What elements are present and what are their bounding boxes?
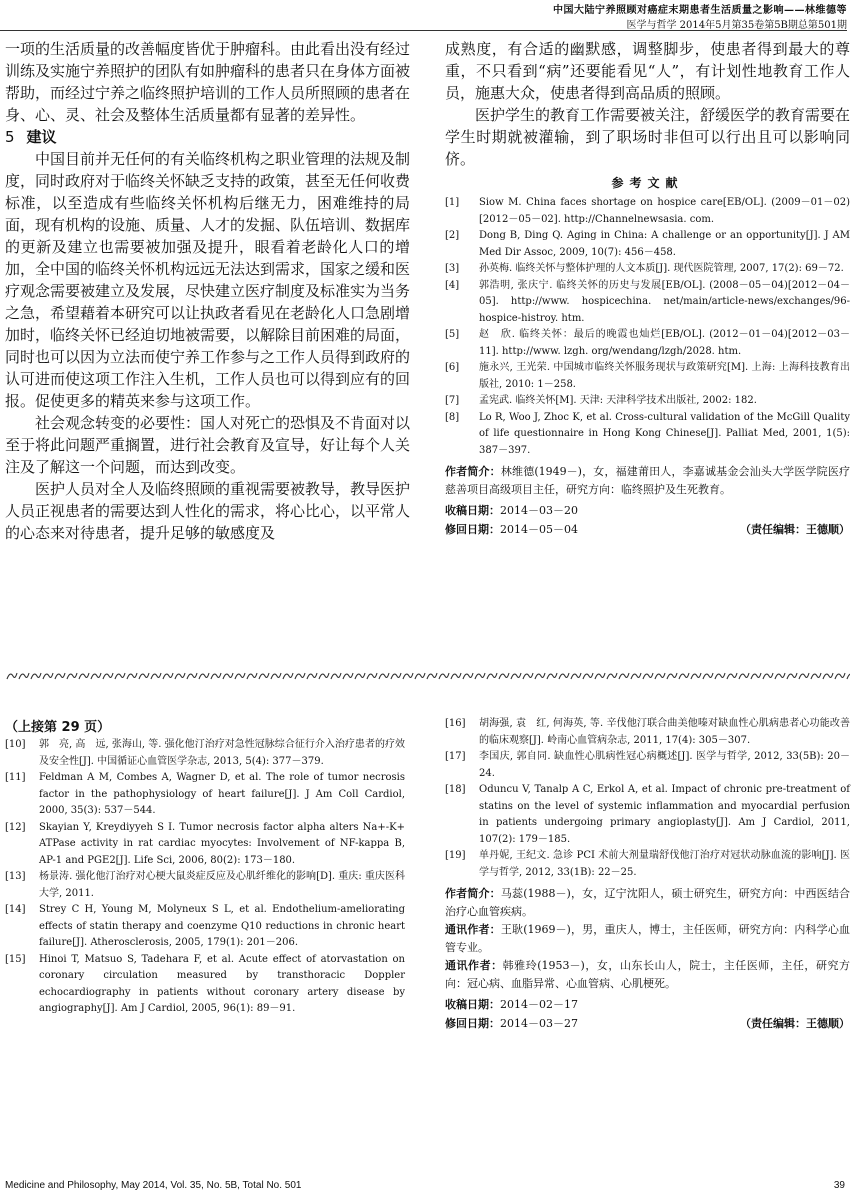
reference-item [445,327,850,360]
bio-text: 韩雅玲(1953－)，女，山东长山人，院士，主任医师，主任，研究方向：冠心病、血脂异常、心血管病、心肌梗死。 [445,959,851,990]
bottom-right-column [445,716,850,1033]
reference-item [445,195,850,228]
received-date [445,501,850,520]
divider-ornament [823,673,833,679]
divider-ornament [103,673,113,679]
divider-ornament [355,673,365,679]
reference-number: [19] [445,850,466,861]
reference-text: 孟宪武. 临终关怀[M]. 天津: 天津科学技术出版社, 2002: 182. [479,395,757,406]
divider-ornament [271,673,281,679]
bottom-received-date [445,995,850,1014]
reference-item [5,952,405,1018]
divider-ornament [523,673,533,679]
reference-item [445,393,850,410]
divider-ornament [391,673,401,679]
body-paragraph: 社会观念转变的必要性：国人对死亡的恐惧及不肯面对以至于将此问题严重搁置，进行社会教育及宣导，好让每个人关注及了解这一个问题，而达到改变。 [5,414,411,476]
divider-ornament [463,673,473,679]
reference-text: 郭 亮, 高 远, 张海山, 等. 强化他汀治疗对急性冠脉综合征行介入治疗患者的疗效及安全性[J]. 中国循证心血管医学杂志, 2013, 5(4): 377－379. [39,739,405,767]
ornamental-divider [5,669,850,683]
divider-ornament [835,673,845,679]
reference-text: Siow M. China faces shortage on hospice care[EB/OL]. (2009－01－02)[2012－05－02]. http://Channelnewsasia. com. [479,197,850,225]
body-paragraph: 成熟度，有合适的幽默感，调整脚步，使患者得到最大的尊重，不只看到“病”还要能看见“人”，有计划性地教育工作人员，施惠大众，使患者得到高品质的照顾。 [445,40,850,102]
reference-item [445,228,850,261]
divider-ornament [331,673,341,679]
divider-ornament [631,673,641,679]
reference-text: 李国庆, 郭自同. 缺血性心肌病性冠心病概述[J]. 医学与哲学, 2012, 33(5B): 20－24. [479,751,850,779]
divider-ornament [847,673,850,679]
divider-ornament [607,673,617,679]
divider-ornament [703,673,713,679]
reference-number: [3] [445,263,460,274]
bottom-author-bio [445,921,850,957]
reference-number: [13] [5,871,26,882]
reference-item [5,770,405,820]
reference-text: 单丹妮, 王纪文. 急诊 PCI 术前大剂量瑞舒伐他汀治疗对冠状动脉血流的影响[J]. 医学与哲学, 2012, 33(1B): 22－25. [479,850,850,878]
author-bio-text: 林维德(1949－)，女，福建莆田人，李嘉诚基金会汕头大学医学院医疗慈善项目高级项目主任，研究方向：临终照护及生死教育。 [445,465,851,496]
divider-ornament [535,673,545,679]
divider-ornament [499,673,509,679]
running-head-title: 中国大陆宁养照顾对癌症末期患者生活质量之影响——林维德等 [553,5,847,16]
divider-ornament [151,673,161,679]
right-column [445,38,850,539]
reference-item [5,820,405,870]
divider-ornament [379,673,389,679]
reference-item [5,902,405,952]
bottom-left-column [5,716,405,1018]
reference-number: [7] [445,395,460,406]
reference-text: Strey C H, Young M, Molyneux S L, et al. Endothelium-ameliorating effects of statin therapy and coenzyme Q10 reductions in chronic heart failure[J]. Atherosclerosis, 2005, 179(1): 201－206. [39,904,405,948]
divider-ornament [715,673,725,679]
divider-ornament [799,673,809,679]
revised-date-row [445,520,850,539]
divider-ornament [547,673,557,679]
bottom-editor-credit: （责任编辑：王德顺） [740,1017,850,1030]
divider-ornament [787,673,797,679]
divider-ornament [199,673,209,679]
reference-text: 胡海强, 袁 红, 何海英, 等. 辛伐他汀联合曲美他嗪对缺血性心肌病患者心功能改善的临床观察[J]. 岭南心血管病杂志, 2011, 17(4): 305－307. [479,718,850,746]
section-heading [5,126,410,148]
divider-ornament [403,673,413,679]
divider-ornament [139,673,149,679]
page-number: 39 [833,1180,845,1191]
reference-number: [1] [445,197,460,208]
reference-item [445,782,850,848]
bio-text: 马蕊(1988－)，女，辽宁沈阳人，硕士研究生，研究方向：中西医结合治疗心血管疾病。 [445,887,851,918]
header-rule [0,30,847,31]
divider-ornament [775,673,785,679]
divider-ornament [163,673,173,679]
revised-label: 修回日期： [445,523,500,536]
divider-ornament [667,673,677,679]
divider-ornament [415,673,425,679]
bio-text: 王耿(1969－)，男，重庆人，博士，主任医师，研究方向：内科学心血管专业。 [445,923,851,954]
divider-ornament [343,673,353,679]
divider-ornament [583,673,593,679]
divider-ornament [619,673,629,679]
left-column [5,38,410,544]
reference-text: Skayian Y, Kreydiyyeh S I. Tumor necrosis factor alpha alters Na+-K+ ATPase activity in rat cardiac myocytes: Involvement of NF-kappa B, AP-1 and PGE2[J]. Life Sci, 2006, 80(2): 173－180. [39,821,405,866]
reference-text: Oduncu V, Tanalp A C, Erkol A, et al. Impact of chronic pre-treatment of statins on the level of systemic inflammation and myocardial perfusion in patients undergoing primary angioplasty[J]. Am J Cardiol, 2011, 107(2): 179－185. [479,784,850,845]
intro-paragraph: 一项的生活质量的改善幅度皆优于肿瘤科。由此看出没有经过训练及实施宁养照护的团队有如肿瘤科的患者只在身体方面被帮助，而经过宁养之临终照护培训的工作人员所照顾的患者在身、心、灵、社会及整体生活质量都有显著的差异性。 [5,40,411,124]
received-label: 收稿日期： [445,504,500,517]
reference-number: [14] [5,904,26,915]
divider-ornament [7,673,17,679]
bio-label: 作者简介： [445,887,501,900]
divider-ornament [559,673,569,679]
divider-ornament [79,673,89,679]
reference-number: [16] [445,718,466,729]
bottom-received-value: 2014－02－17 [500,998,578,1011]
divider-ornament [55,673,65,679]
divider-ornament [691,673,701,679]
reference-number: [6] [445,362,460,373]
references-list [445,195,850,459]
bottom-author-bio [445,957,850,993]
divider-ornament [427,673,437,679]
divider-ornament [295,673,305,679]
reference-text: 施永兴, 王光荣. 中国城市临终关怀服务现状与政策研究[M]. 上海: 上海科技教育出版社, 2010: 1－258. [479,362,850,390]
body-paragraph: 中国目前并无任何的有关临终机构之职业管理的法规及制度，同时政府对于临终关怀缺乏支持的政策，甚至无任何收费标准，以至造成有些临终关怀机构后继无力，困难维持的局面，现有机构的设施、质量、人才的发掘、队伍培训、数据库的更新及建立也需要被加强及提升，眼看着老龄化人口的增加，全中国的临终关怀机构远远无法达到需求，国家之缓和医疗观念需要被建立及发展，尽快建立医疗制度及标准实为当务之急，希望藉着本研究可以让执政者看见在老龄化人口急剧增加时，临终关怀已经迫切地被需要，以解除目前困难的局面，同时也可以因为立法而使宁养工作参与之工作人员得到政府的认可进而使这项工作注入生机，工作人员也可以得到应有的回报。促使更多的精英来参与这项工作。 [5,150,411,410]
running-head-journal: 医学与哲学 2014年5月第35卷第5B期总第501期 [626,20,847,31]
section-number: 5 [5,128,15,146]
continued-references-left [5,737,405,1018]
reference-text: 赵 欣. 临终关怀：最后的晚霞也灿烂[EB/OL]. (2012－01－04)[2012－03－11]. http://www. lzgh. org/wendang/lzgh/2028. htm. [479,329,850,357]
bio-label: 通讯作者： [445,923,501,936]
references-title: 参考文献 [611,176,684,190]
reference-item [445,848,850,881]
divider-ornament [283,673,293,679]
footer-journal-info: Medicine and Philosophy, May 2014, Vol. 35, No. 5B, Total No. 501 [5,1180,302,1191]
divider-ornament [451,673,461,679]
reference-number: [5] [445,329,460,340]
reference-item [445,360,850,393]
divider-ornament [475,673,485,679]
divider-ornament [763,673,773,679]
bottom-revised-date-row [445,1014,850,1033]
divider-ornament [319,673,329,679]
bottom-author-bio [445,885,850,921]
divider-ornament [307,673,317,679]
divider-ornament [67,673,77,679]
divider-ornament [91,673,101,679]
divider-ornament [595,673,605,679]
divider-ornament [211,673,221,679]
reference-item [5,869,405,902]
divider-ornament [739,673,749,679]
divider-ornament [175,673,185,679]
bottom-author-bios [445,885,850,993]
received-value: 2014－03－20 [500,504,578,517]
divider-ornament [127,673,137,679]
divider-ornament [727,673,737,679]
reference-number: [2] [445,230,460,241]
reference-item [445,749,850,782]
divider-ornament [31,673,41,679]
divider-ornament [571,673,581,679]
section-title: 建议 [26,128,57,146]
reference-text: Lo R, Woo J, Zhoc K, et al. Cross-cultural validation of the McGill Quality of life questionnaire in Hong Kong Chinese[J]. Palliat Med, 2001, 1(5): 387－397. [479,411,850,456]
divider-ornament [187,673,197,679]
reference-item [5,737,405,770]
reference-text: 杨景涛. 强化他汀治疗对心梗大鼠炎症反应及心肌纤维化的影响[D]. 重庆: 重庆医科大学, 2011. [39,871,405,899]
divider-ornament [43,673,53,679]
reference-text: 郭浩明, 张庆宁. 临终关怀的历史与发展[EB/OL]. (2008－05－04)[2012－04－05]. http://www. hospicechina. net/main/article-news/exchanges/96-hospice-histroy. htm. [479,279,850,324]
divider-ornament [247,673,257,679]
reference-text: Feldman A M, Combes A, Wagner D, et al. The role of tumor necrosis factor in the pathophysiology of heart failure[J]. J Am Coll Cardiol, 2000, 35(3): 537－544. [39,772,405,816]
continued-references-right [445,716,850,881]
author-bio-label: 作者简介： [445,465,501,478]
bottom-revised-value: 2014－03－27 [500,1017,578,1030]
reference-number: [18] [445,784,466,795]
reference-text: 孙英梅. 临终关怀与整体护理的人文本质[J]. 现代医院管理, 2007, 17(2): 69－72. [479,263,844,274]
reference-number: [11] [5,772,26,783]
divider-ornament [115,673,125,679]
reference-number: [8] [445,411,460,423]
divider-ornament [811,673,821,679]
reference-item [445,716,850,749]
continued-from-heading: （上接第 29 页） [5,720,111,735]
reference-number: [17] [445,751,466,762]
body-paragraph: 医护人员对全人及临终照顾的重视需要被教导，教导医护人员正视患者的需要达到人性化的需求，将心比心，以平常人的心态来对待患者，提升足够的敏感度及 [5,480,411,542]
divider-ornament [367,673,377,679]
bottom-revised-label: 修回日期： [445,1017,500,1030]
bio-label: 通讯作者： [445,959,503,972]
revised-value: 2014－05－04 [500,523,578,536]
reference-item [445,410,850,460]
reference-text: Hinoi T, Matsuo S, Tadehara F, et al. Acute effect of atorvastation on coronary circulation measured by transthoracic Doppler echocardiography in patients without coronary artery disease by angiography[J]. Am J Cardiol, 2005, 96(1): 89－91. [39,953,405,1014]
divider-ornament [643,673,653,679]
divider-ornament [223,673,233,679]
author-bio [445,463,850,499]
divider-ornament [655,673,665,679]
editor-credit: （责任编辑：王德顺） [740,523,850,536]
reference-number: [15] [5,953,26,965]
divider-ornament [487,673,497,679]
divider-ornament [511,673,521,679]
reference-number: [12] [5,821,26,833]
divider-ornament [751,673,761,679]
reference-item [445,261,850,278]
reference-text: Dong B, Ding Q. Aging in China: A challenge or an opportunity[J]. J AM Med Dir Assoc, 2009, 10(7): 456－458. [479,230,850,258]
bottom-received-label: 收稿日期： [445,998,500,1011]
divider-ornament [679,673,689,679]
reference-number: [10] [5,739,26,750]
body-paragraph: 医护学生的教育工作需要被关注，舒缓医学的教育需要在学生时期就被灌输，到了职场时非但可以行出且可以影响同侪。 [445,106,851,168]
divider-ornament [259,673,269,679]
reference-number: [4] [445,279,460,291]
reference-item [445,278,850,328]
divider-ornament [439,673,449,679]
divider-ornament [19,673,29,679]
divider-ornament [235,673,245,679]
